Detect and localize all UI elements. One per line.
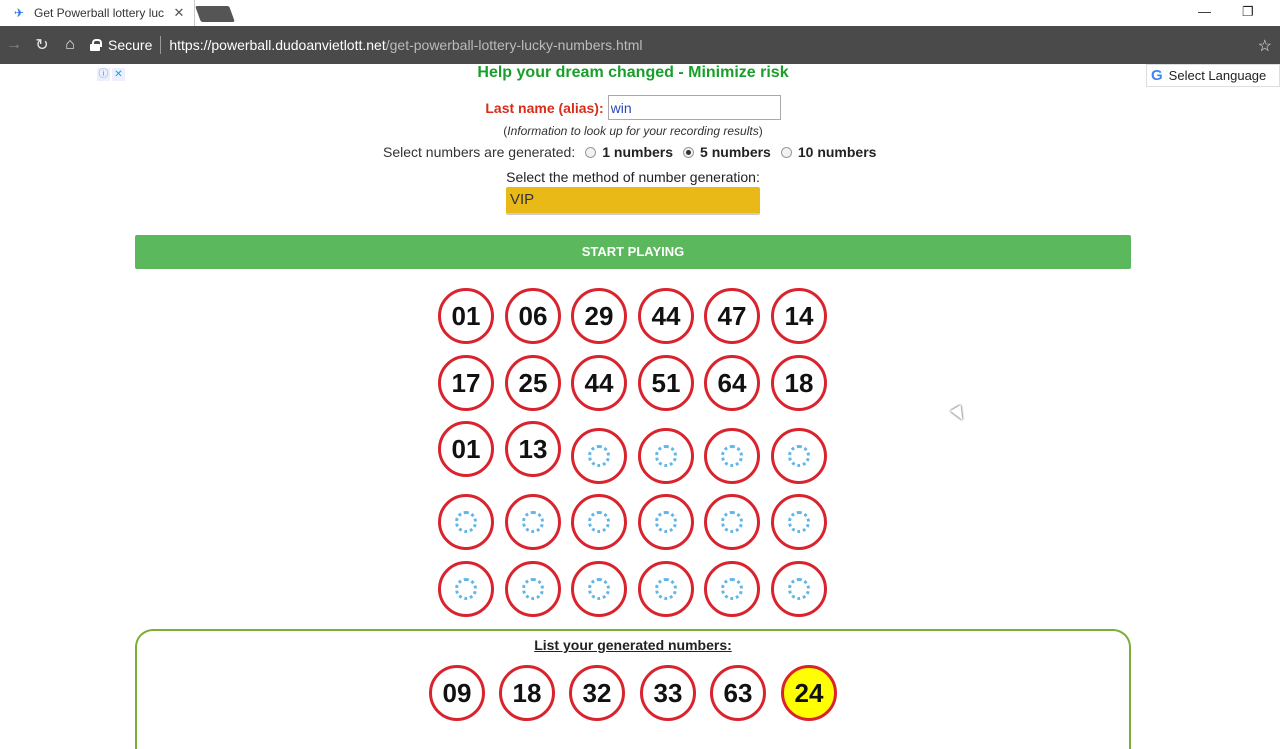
- google-logo-icon: G: [1151, 67, 1163, 84]
- loading-spinner-icon: [788, 511, 810, 533]
- option-10-numbers[interactable]: 10 numbers: [797, 144, 877, 160]
- loading-ball: [638, 561, 694, 617]
- loading-ball: [771, 494, 827, 550]
- number-ball: 47: [704, 288, 760, 344]
- loading-spinner-icon: [655, 445, 677, 467]
- home-icon[interactable]: ⌂: [65, 36, 75, 53]
- reload-icon[interactable]: ↻: [35, 37, 49, 54]
- number-ball: 29: [571, 288, 627, 344]
- result-ball: 09: [429, 665, 485, 721]
- radio-1-numbers[interactable]: [585, 147, 596, 158]
- name-label: Last name (alias):: [485, 99, 604, 116]
- url-host: https://powerball.dudoanvietlott.net: [169, 37, 386, 53]
- loading-spinner-icon: [588, 445, 610, 467]
- option-1-numbers[interactable]: 1 numbers: [602, 144, 674, 160]
- loading-ball: [505, 494, 561, 550]
- method-select[interactable]: VIP: [506, 187, 760, 215]
- restore-icon[interactable]: ❐: [1242, 4, 1254, 19]
- loading-ball: [771, 561, 827, 617]
- bookmark-star-icon[interactable]: ☆: [1257, 38, 1272, 55]
- loading-ball: [505, 561, 561, 617]
- loading-spinner-icon: [455, 511, 477, 533]
- start-playing-button[interactable]: START PLAYING: [135, 235, 1131, 269]
- new-tab-button[interactable]: [195, 6, 235, 22]
- option-5-numbers[interactable]: 5 numbers: [700, 144, 771, 160]
- loading-spinner-icon: [788, 445, 810, 467]
- count-label: Select numbers are generated:: [383, 144, 576, 160]
- loading-spinner-icon: [655, 578, 677, 600]
- loading-ball: [571, 428, 627, 484]
- browser-tab[interactable]: [0, 0, 195, 26]
- ad-info-icon[interactable]: ⓘ: [98, 69, 109, 80]
- number-ball: 18: [771, 355, 827, 411]
- radio-5-numbers[interactable]: [683, 147, 694, 158]
- number-ball: 51: [638, 355, 694, 411]
- number-ball: 06: [505, 288, 561, 344]
- number-ball: 14: [771, 288, 827, 344]
- lock-icon: [90, 39, 102, 51]
- count-selector: [383, 144, 876, 160]
- site-favicon-icon: ✈: [14, 6, 25, 20]
- loading-ball: [771, 428, 827, 484]
- loading-spinner-icon: [721, 445, 743, 467]
- back-icon[interactable]: →: [6, 36, 22, 53]
- number-ball: 25: [505, 355, 561, 411]
- loading-spinner-icon: [522, 511, 544, 533]
- number-ball: 17: [438, 355, 494, 411]
- name-row: [0, 95, 1266, 120]
- power-ball: 24: [781, 665, 837, 721]
- loading-spinner-icon: [788, 578, 810, 600]
- loading-ball: [704, 428, 760, 484]
- page-headline: Help your dream changed - Minimize risk: [477, 64, 789, 81]
- result-ball: 63: [710, 665, 766, 721]
- number-ball: 01: [438, 421, 494, 477]
- result-ball: 18: [499, 665, 555, 721]
- loading-spinner-icon: [721, 511, 743, 533]
- loading-spinner-icon: [721, 578, 743, 600]
- result-ball: 32: [569, 665, 625, 721]
- loading-ball: [438, 561, 494, 617]
- address-bar[interactable]: [84, 31, 1280, 59]
- loading-ball: [704, 561, 760, 617]
- info-note: (Information to look up for your recording results): [503, 124, 763, 138]
- number-ball: 64: [704, 355, 760, 411]
- minimize-icon[interactable]: —: [1198, 4, 1211, 19]
- url-path: /get-powerball-lottery-lucky-numbers.html: [385, 37, 643, 53]
- loading-ball: [571, 561, 627, 617]
- loading-spinner-icon: [655, 511, 677, 533]
- radio-10-numbers[interactable]: [781, 147, 792, 158]
- close-tab-icon[interactable]: ✕: [173, 5, 185, 20]
- method-label: Select the method of number generation:: [506, 169, 760, 185]
- secure-label: Secure: [108, 37, 153, 53]
- results-title: List your generated numbers:: [534, 637, 732, 653]
- info-note-text: Information to look up for your recording results: [507, 124, 759, 138]
- loading-spinner-icon: [588, 511, 610, 533]
- language-label: Select Language: [1168, 68, 1267, 83]
- number-ball: 13: [505, 421, 561, 477]
- loading-spinner-icon: [455, 578, 477, 600]
- number-ball: 44: [638, 288, 694, 344]
- loading-ball: [571, 494, 627, 550]
- language-selector[interactable]: [1146, 64, 1280, 87]
- mouse-cursor-icon: [950, 405, 967, 423]
- number-ball: 01: [438, 288, 494, 344]
- loading-spinner-icon: [588, 578, 610, 600]
- loading-ball: [638, 494, 694, 550]
- name-input[interactable]: [608, 95, 781, 120]
- result-ball: 33: [640, 665, 696, 721]
- loading-ball: [438, 494, 494, 550]
- loading-ball: [638, 428, 694, 484]
- tab-bar: [0, 0, 1280, 26]
- loading-spinner-icon: [522, 578, 544, 600]
- loading-ball: [704, 494, 760, 550]
- tab-title: Get Powerball lottery luc: [34, 6, 165, 20]
- ad-close-icon[interactable]: ✕: [112, 68, 125, 81]
- divider: [160, 36, 161, 54]
- number-ball: 44: [571, 355, 627, 411]
